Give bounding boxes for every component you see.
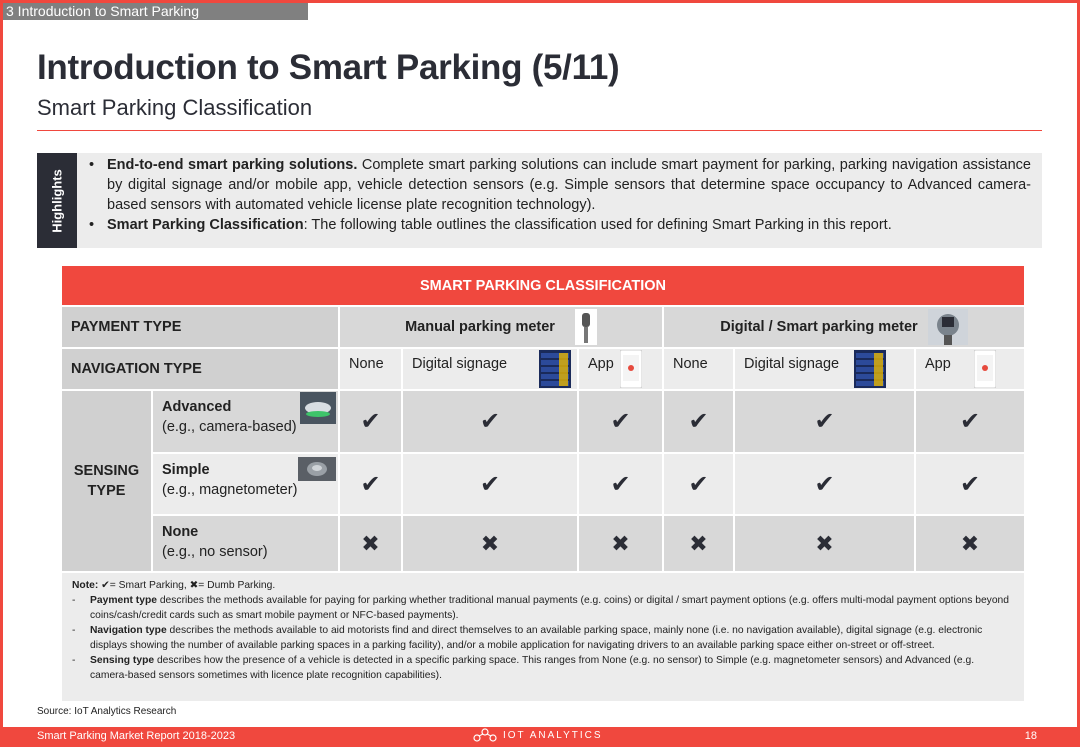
highlight-item: • End-to-end smart parking solutions. Complete smart parking solutions can include smart payment for parking, parking navigation assistance by digital signage and/or mobile app, vehicle detection sensors (e.g. Simple sensors that determine space occupancy to Advanced camera-based sensors with automated vehicle license plate recognition technology). <box>89 157 1031 213</box>
note-legend: Note: ✔= Smart Parking, ✖= Dumb Parking. <box>72 580 276 591</box>
camera-sensor-icon <box>300 392 336 424</box>
mark-cell: ✔ <box>579 391 664 454</box>
mark-cell: ✔ <box>664 391 735 454</box>
mark-cell: ✔ <box>916 391 1024 454</box>
highlights-box <box>37 153 1042 248</box>
sensing-advanced: Advanced (e.g., camera-based) <box>153 391 340 454</box>
page-title: Introduction to Smart Parking (5/11) <box>37 48 620 87</box>
note-item: - Navigation type describes the methods available to aid motorists find and direct themselves to an available parking space, mainly none (i.e. no navigation available), digital signage (e.g. electronic displays showing the number of available parking spaces in a parking facility), and/or a mobile application for navigating drivers to an available parking space either on-street or off-street. <box>72 625 983 651</box>
nav-app-digital: App <box>916 349 1024 391</box>
notes-box <box>62 573 1024 701</box>
mark-cell: ✖ <box>340 516 403 573</box>
mark-cell: ✔ <box>579 454 664 516</box>
nav-app-manual: App <box>579 349 664 391</box>
note-item: - Sensing type describes how the presence of a vehicle is detected in a specific parking space. This ranges from None (e.g. no sensor) to Simple (e.g. magnetometer sensors) and Advanced (e.g. camera-based sensors sometimes with licence plate recognition capabilities). <box>72 655 975 681</box>
payment-type-label: PAYMENT TYPE <box>62 307 340 349</box>
mark-cell: ✖ <box>579 516 664 573</box>
mark-cell: ✔ <box>735 454 916 516</box>
mark-cell: ✔ <box>735 391 916 454</box>
mark-cell: ✔ <box>664 454 735 516</box>
digital-signage-icon <box>539 350 571 388</box>
brand-logo: IOT ANALYTICS <box>473 728 603 742</box>
mark-cell: ✔ <box>340 391 403 454</box>
mark-cell: ✔ <box>916 454 1024 516</box>
smart-meter-icon <box>928 309 968 345</box>
sensing-none: None (e.g., no sensor) <box>153 516 340 573</box>
highlights-label: Highlights <box>37 153 77 248</box>
payment-type-digital: Digital / Smart parking meter <box>664 307 1024 349</box>
title-divider <box>37 130 1042 131</box>
page-number: 18 <box>1024 730 1037 742</box>
nav-none-manual: None <box>340 349 403 391</box>
note-item: - Payment type describes the methods available for paying for parking whether traditional manual payments (e.g. coins) or digital / smart payment options (e.g. offers multi-modal payment options beyond coins/cash/credit cards such as smart mobile payment or NFC-based payments). <box>72 595 1010 621</box>
parking-meter-icon <box>575 309 597 345</box>
digital-signage-icon <box>854 350 886 388</box>
nav-signage-digital: Digital signage <box>735 349 916 391</box>
source-note: Source: IoT Analytics Research <box>37 706 177 717</box>
sensing-simple: Simple (e.g., magnetometer) <box>153 454 340 516</box>
table-header: SMART PARKING CLASSIFICATION <box>62 266 1024 305</box>
sensing-type-label: SENSING TYPE <box>62 391 153 573</box>
mark-cell: ✖ <box>403 516 579 573</box>
mark-cell: ✔ <box>340 454 403 516</box>
mark-cell: ✖ <box>916 516 1024 573</box>
mobile-app-icon <box>974 350 996 388</box>
nav-none-digital: None <box>664 349 735 391</box>
magnetometer-sensor-icon <box>298 457 336 481</box>
payment-type-manual: Manual parking meter <box>340 307 664 349</box>
highlights-body <box>89 155 1031 235</box>
highlight-item: • Smart Parking Classification: The following table outlines the classification used for defining Smart Parking in this report. <box>89 217 892 233</box>
mark-cell: ✔ <box>403 454 579 516</box>
navigation-type-label: NAVIGATION TYPE <box>62 349 340 391</box>
nav-signage-manual: Digital signage <box>403 349 579 391</box>
mark-cell: ✖ <box>664 516 735 573</box>
page-subtitle: Smart Parking Classification <box>37 95 313 120</box>
mobile-app-icon <box>620 350 642 388</box>
classification-table <box>62 266 1024 560</box>
mark-cell: ✔ <box>403 391 579 454</box>
iot-analytics-logo-icon <box>473 728 497 742</box>
section-tag: 3 Introduction to Smart Parking <box>3 3 308 20</box>
footer-bar <box>3 727 1077 744</box>
mark-cell: ✖ <box>735 516 916 573</box>
report-name: Smart Parking Market Report 2018-2023 <box>37 730 236 742</box>
